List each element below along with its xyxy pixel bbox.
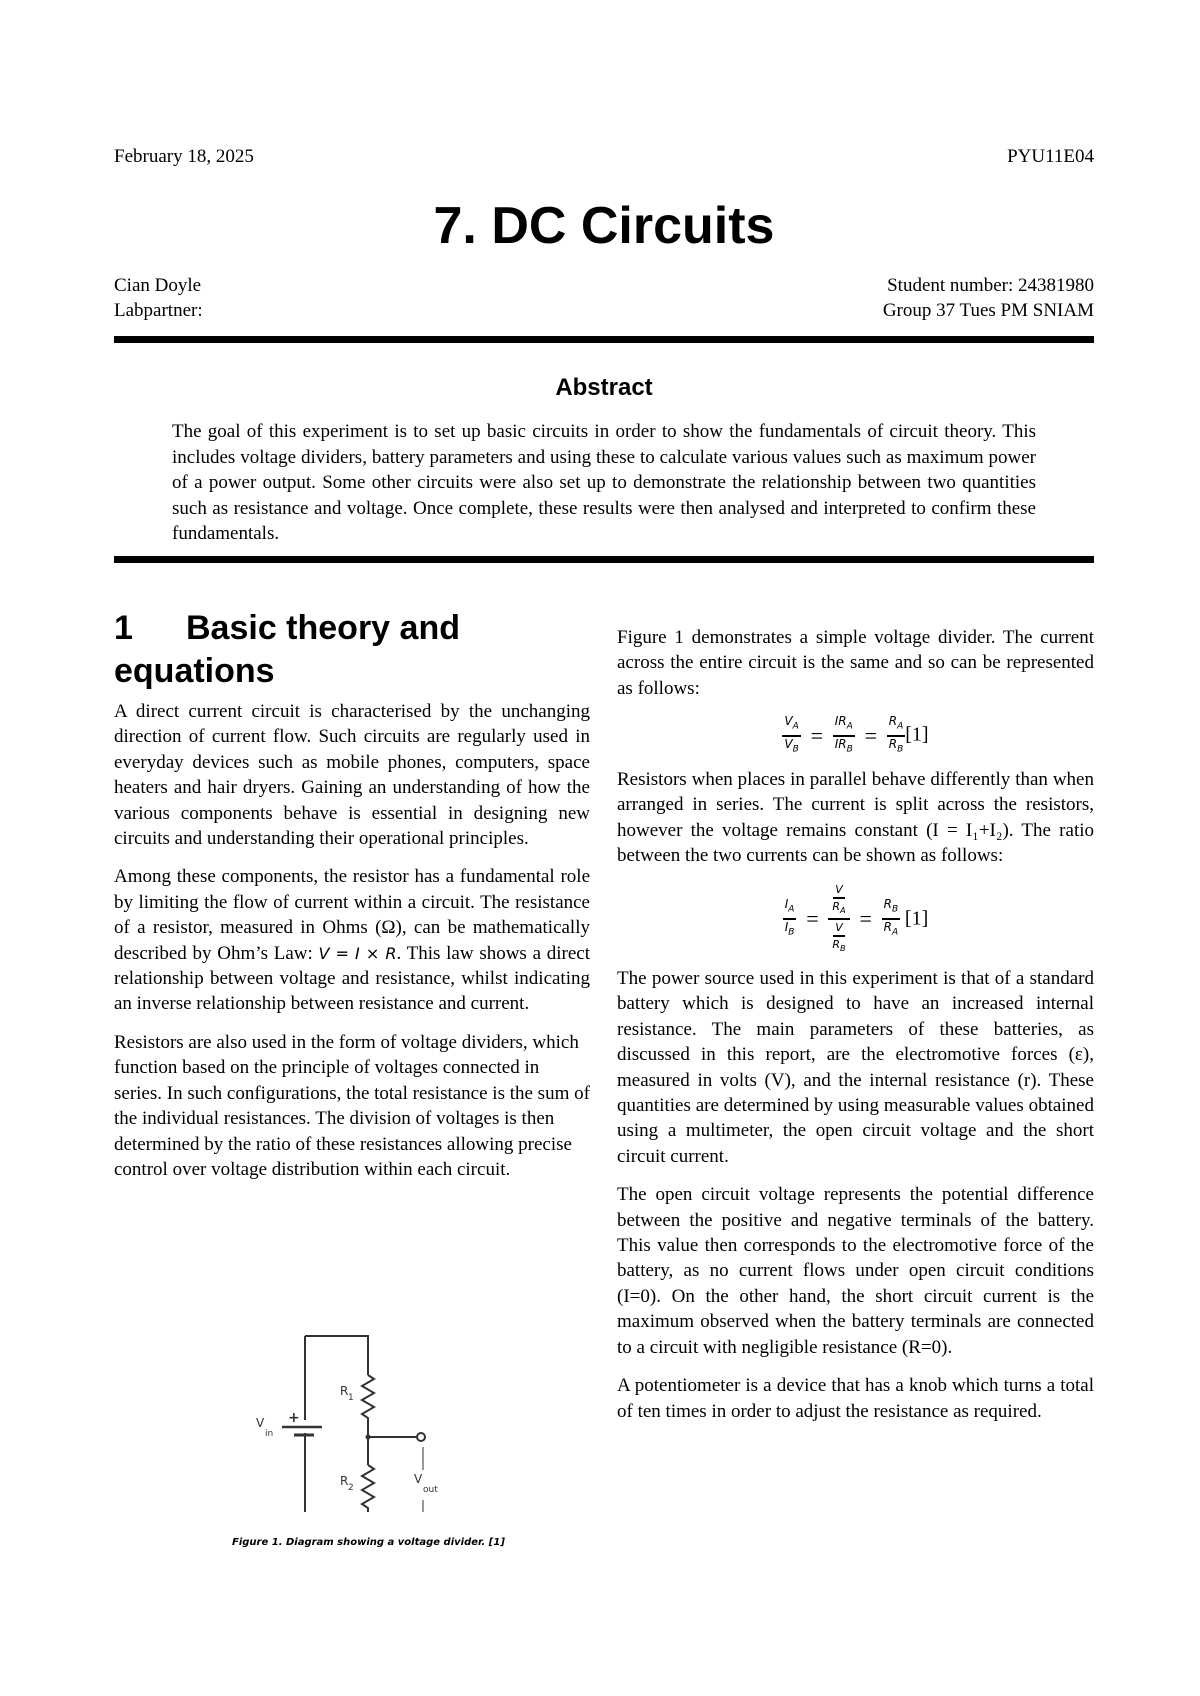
abstract-text: The goal of this experiment is to set up basic circuits in order to show the fundamentals of circuit theory. This includes voltage dividers, battery parameters and using these to calculate various values such as maximum power of a power output. Some other circuits were also set up to demonstrate the relationship between two quantities such as resistance and voltage. Once complete, these results were then analysed and interpreted to confirm these fundamentals.	[172, 421, 1036, 544]
equals-sign: =	[859, 906, 872, 932]
denominator	[828, 920, 849, 956]
junction-dot	[366, 1435, 371, 1440]
right-column	[617, 625, 1094, 1437]
header-row-date	[114, 144, 1094, 169]
label-plus: +	[288, 1410, 300, 1426]
numerator: V	[833, 920, 845, 937]
label-r1-sub: 1	[348, 1393, 354, 1403]
subscript: B	[792, 744, 799, 754]
section-title: Basic theory and equations	[114, 609, 460, 690]
numerator: $V_A$	[782, 714, 800, 736]
figure-caption: Figure 1. Diagram showing a voltage divider. [1]	[232, 1537, 505, 1548]
page-title: 7. DC Circuits	[433, 197, 775, 255]
denominator: $R_B$	[888, 736, 904, 754]
label-vin: V	[256, 1416, 265, 1430]
equals-sign: =	[864, 722, 877, 748]
numerator: $IR_A$	[833, 714, 855, 736]
lab-partner: Labpartner:	[114, 300, 203, 321]
paragraph-potentiometer: A potentiometer is a device that has a knob which turns a total of ten times in order to adjust the resistance as required.	[617, 1375, 1094, 1422]
paragraph-figure-intro: Figure 1 demonstrates a simple voltage divider. The current across the entire circuit is the same and so can be represented as follows:	[617, 627, 1094, 699]
abstract-heading: Abstract	[555, 374, 653, 401]
denominator: $V_B$	[784, 736, 799, 754]
subscript: B	[788, 927, 795, 938]
equation-current-ratio	[617, 882, 1094, 956]
subscript: A	[792, 721, 799, 732]
report-date: February 18, 2025	[114, 146, 254, 167]
equals-sign: =	[810, 722, 823, 748]
citation-ref: [1]	[905, 723, 929, 746]
fraction	[783, 897, 797, 940]
paragraph-text: . This law shows a direct relationship between voltage and resistance, whilst indicating an inverse relationship between resistance and current.	[114, 942, 591, 1015]
paragraph-parallel: Resistors when places in parallel behave differently than when arranged in series. The current is split across the resistors, however the voltage remains constant (I = I₁+I₂). The ratio between the two currents can be shown as follows:	[617, 769, 1094, 867]
subscript: B	[846, 744, 853, 754]
section-heading	[114, 607, 590, 693]
fraction	[782, 714, 800, 757]
label-r2: R	[340, 1474, 349, 1488]
subscript: A	[897, 721, 904, 732]
subscript: B	[897, 744, 904, 754]
author-name: Cian Doyle	[114, 275, 202, 296]
resistor-r2	[362, 1465, 374, 1512]
header-row-lab	[114, 298, 1094, 323]
subscript: A	[846, 721, 853, 732]
section-number: 1	[114, 609, 133, 647]
numerator	[828, 882, 849, 920]
label-vout-sub: out	[423, 1485, 438, 1495]
divider-rule-top	[114, 336, 1094, 343]
student-number: Student number: 24381980	[887, 275, 1094, 296]
citation-ref: [1]	[904, 907, 929, 930]
denominator: $IR_B$	[834, 736, 853, 754]
paragraph-power-source: The power source used in this experiment is that of a standard battery which is designed to have an increased internal resistance. The main parameters of these batteries, as discussed in this report, are the electromotive forces (ε), measured in volts (V), and the internal resistance (r). These quantities are determined by using measurable values obtained using a multimeter, the open circuit voltage and the short circuit current.	[617, 968, 1094, 1167]
course-code: PYU11E04	[1007, 146, 1094, 167]
denominator: $R_A$	[883, 919, 899, 938]
fraction	[833, 714, 855, 757]
denominator: $R_B$	[832, 937, 846, 953]
paragraph-text: Among these components, the resistor has a fundamental role by limiting the flow of current within a circuit. The resistance of a resistor, measured in Ohms (Ω), can be mathematically described by Ohm’s Law:	[114, 866, 590, 964]
fraction	[830, 920, 847, 956]
numerator: $I_A$	[783, 897, 797, 919]
equals-sign: =	[806, 906, 819, 932]
subscript: A	[788, 904, 795, 915]
label-vout: V	[414, 1472, 423, 1486]
numerator: V	[833, 882, 845, 899]
subscript: A	[840, 904, 846, 915]
output-terminal	[417, 1433, 425, 1441]
voltage-divider-diagram	[210, 1330, 530, 1560]
resistor-r1	[362, 1375, 374, 1465]
compound-fraction	[828, 882, 849, 956]
subscript: B	[891, 904, 899, 915]
ohms-law-formula: V = I × R	[318, 943, 397, 963]
paragraph-voltage-divider: Resistors are also used in the form of voltage dividers, which function based on the principle of voltages connected in series. In such configurations, the total resistance is the sum of the individual resistances. The division of voltages is then determined by the ratio of these resistances allowing precise control over voltage distribution within each circuit.	[114, 1031, 590, 1180]
equation-voltage-divider	[617, 714, 1094, 757]
paragraph-dc-intro: A direct current circuit is characterised by the unchanging direction of current flow. Such circuits are regularly used in everyday devices such as mobile phones, computers, space heaters and hair dryers. Gaining an understanding of how the various components behave is essential in designing new circuits and understanding their operational principles.	[114, 701, 590, 850]
numerator: $R_B$	[882, 897, 901, 919]
fraction	[830, 882, 847, 918]
denominator: $I_B$	[784, 919, 795, 938]
paragraph-open-circuit: The open circuit voltage represents the potential difference between the positive and negative terminals of the battery. This value then corresponds to the electromotive force of the battery, as no current flows under open circuit conditions (I=0). On the other hand, the short circuit current is the maximum observed when the battery terminals are connected to a circuit with negligible resistance (R=0).	[617, 1184, 1094, 1358]
wire-top	[305, 1336, 368, 1375]
subscript: A	[891, 927, 899, 938]
group-info: Group 37 Tues PM SNIAM	[882, 300, 1094, 321]
subscript: B	[840, 943, 846, 953]
paragraph-resistor	[114, 864, 590, 1016]
label-r1: R	[340, 1384, 349, 1398]
header-row-author	[114, 273, 1094, 298]
denominator: $R_A$	[832, 899, 846, 915]
numerator: $R_A$	[887, 714, 906, 736]
label-vin-sub: in	[265, 1429, 274, 1439]
fraction	[887, 714, 906, 757]
label-r2-sub: 2	[348, 1483, 354, 1493]
left-column	[114, 607, 590, 1195]
divider-rule-bottom	[114, 556, 1094, 563]
fraction	[882, 897, 901, 940]
